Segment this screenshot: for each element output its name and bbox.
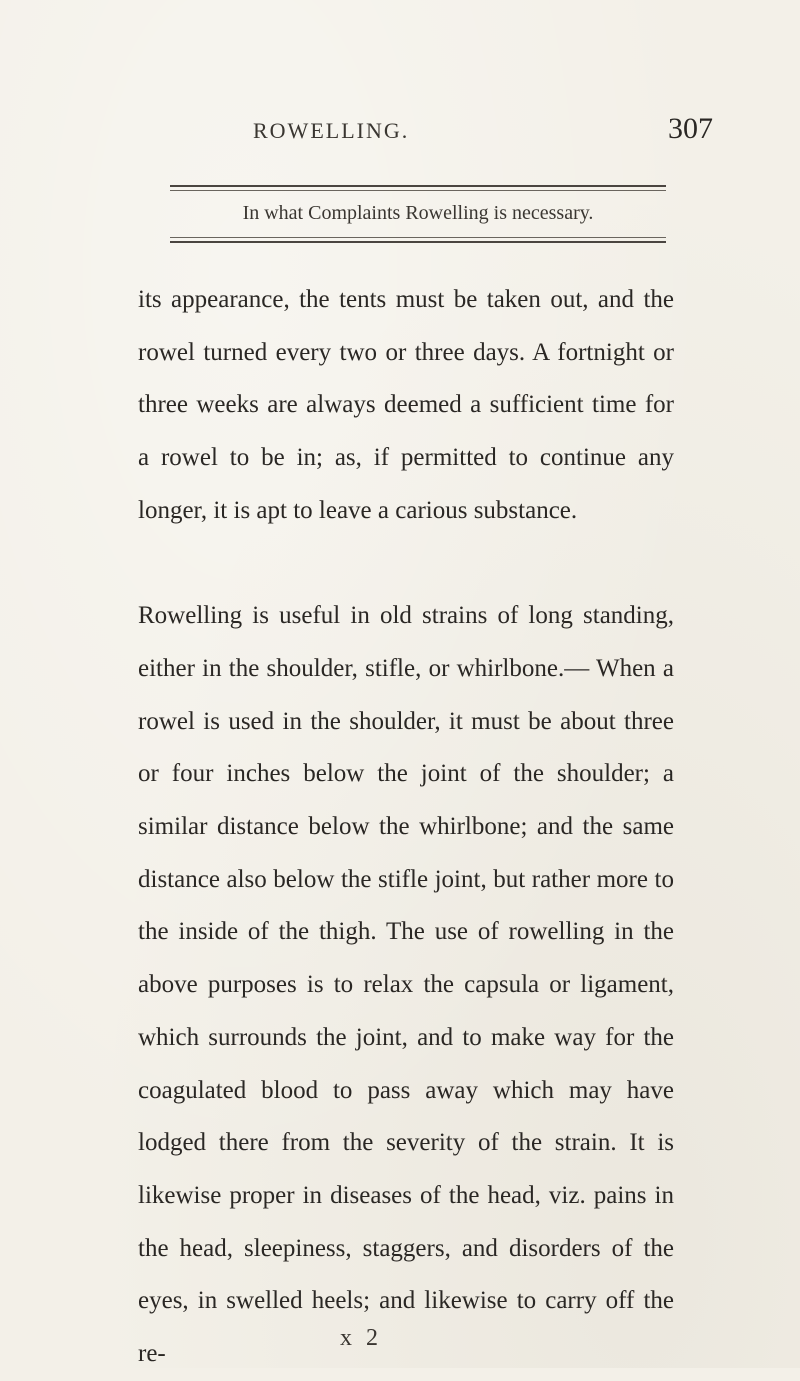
paragraph-1: its appearance, the tents must be taken out, and the rowel turned every two or three days. A fortnight or three weeks are always deemed a sufficient time for a rowel to be in; as, if permitted to continue any longer, it is apt to leave a carious substance. [138,286,674,524]
page-number: 307 [668,112,713,145]
header-rule-top [170,185,666,187]
signature-mark: x 2 [340,1325,382,1351]
header-rule-top-thin [170,190,666,191]
body-text [138,274,674,1381]
paragraph-2: Rowelling is useful in old strains of long standing, either in the shoulder, stifle, or whirlbone.— When a rowel is used in the shoulder, it must be about three or four inches below the joint of the shoulder; a similar distance below the whirlbone; and the same distance also below the stifle joint, but rather more to the inside of the thigh. The use of rowelling in the above purposes is to relax the capsula or ligament, which surrounds the joint, and to make way for the coagulated blood to pass away which may have lodged there from the severity of the strain. It is likewise proper in diseases of the head, viz. pains in the head, sleepiness, staggers, and disorders of the eyes, in swelled heels; and likewise to carry off the re- [138,602,674,1368]
header-rule-bottom-thin [170,237,666,238]
section-heading: In what Complaints Rowelling is necessary. [242,202,594,224]
header-rule-bottom [170,241,666,243]
running-title: ROWELLING. [253,118,410,143]
running-head [253,112,713,152]
